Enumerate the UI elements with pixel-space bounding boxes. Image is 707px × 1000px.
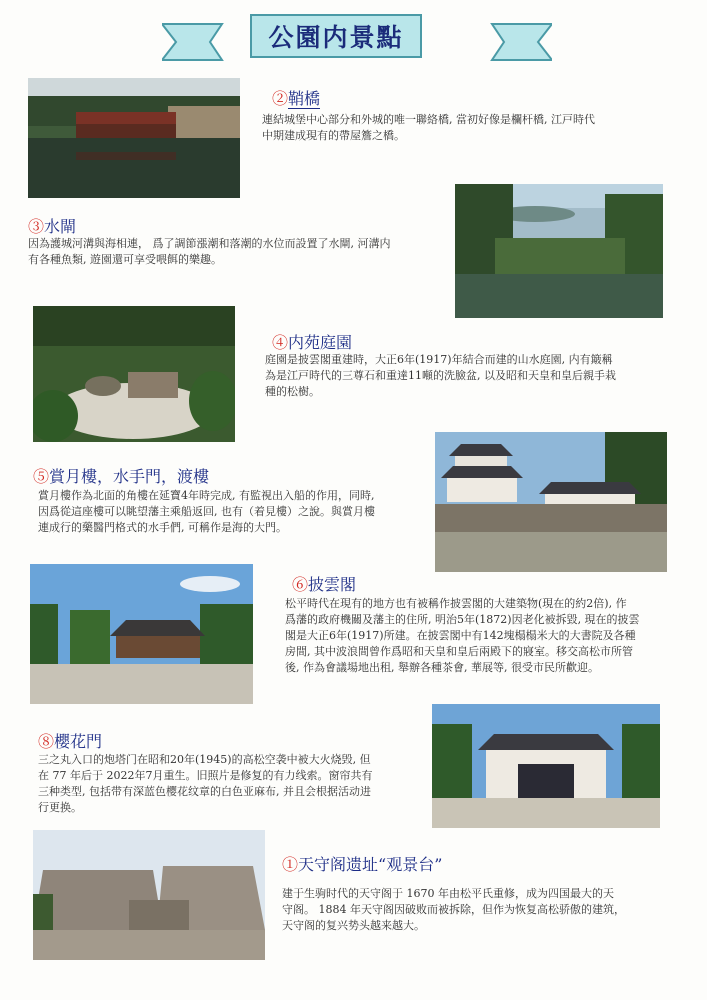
heading-sluice: ③水閘 (28, 217, 77, 236)
text-hiunkaku: 松平時代在現有的地方也有被稱作披雲閣的大建築物(現在的約2倍), 作 爲藩的政府機關及藩主的住所, 明治5年(1872)因老化被拆毀, 現在的披雲 閣是大正6年(1917)所建。在披雲閣中有142塊榻榻米大的大書院及各種 房間, 其中波浪間曾作爲昭和天皇和皇后兩殿下的寢室。移交高松市所管 後, 作為會議場地出租, 舉辦各種茶會, 華展等, 很受市民所歡迎。 (285, 597, 640, 674)
text-inner-garden: 庭園是披雲閣重建時，大正6年(1917)年結合而建的山水庭園, 内有簸稱 為是江戸時代的三尊石和重達11噸的洗臉盆, 以及昭和天皇和皇后親手栽 種的松樹。 (265, 353, 616, 398)
text-tenshu: 建于生驹时代的天守阁于 1670 年由松平氏重修，成为四国最大的天 守阁。 1884 年天守阁因破败而被拆除，但作为恢复高松骄傲的建筑， 天守阁的复兴势头越来越大。 (282, 887, 625, 932)
photo-sakura-gate (432, 704, 660, 828)
heading-tsukimi: ⑤賞月樓，水手門，渡樓 (33, 467, 210, 486)
heading-inner-garden: ④内苑庭園 (272, 333, 353, 352)
text-sayabashi: 連結城堡中心部分和外城的唯一聯絡橋, 當初好像是欄杆橋, 江戸時代 中期建成現有的帶屋簷之橋。 (262, 113, 595, 142)
photo-sayabashi-bridge (28, 78, 240, 198)
text-sakura-gate: 三之丸入口的炮塔门在昭和20年(1945)的高松空袭中被大火烧毁, 但 在 77 年后于 2022年7月重生。旧照片是修复的有力线索。窗帘共有 三种类型, 包括带有深蓝色樱花纹章的白色亚麻布, 并且会根据活动进 行更换。 (38, 753, 373, 814)
photo-hiunkaku (30, 564, 253, 704)
page-title: 公園内景點 (250, 14, 422, 58)
heading-tenshu: ①天守阁遗址“观景台” (282, 855, 443, 874)
photo-sluice-gate (455, 184, 663, 318)
text-tsukimi: 賞月樓作為北面的角樓在延寶4年時完成, 有監視出入船的作用，同時, 因爲從這座樓可以眺望藩主乘船返回, 也有（着見樓）之說。與賞月樓 連成行的藥醫門格式的水手們, 可稱作是海的大門。 (38, 489, 375, 534)
text-sluice: 因為護城河溝與海相連， 爲了調節漲潮和落潮的水位而設置了水閘, 河溝内 有各種魚類, 遊園還可享受喂餌的樂趣。 (28, 237, 391, 266)
photo-tsukimi-yagura (435, 432, 667, 572)
heading-hiunkaku: ⑥披雲閣 (292, 575, 357, 594)
heading-sayabashi: ②鞘橋 (272, 89, 321, 108)
photo-tenshu-ruins (33, 830, 265, 960)
photo-inner-garden (33, 306, 235, 442)
heading-sakura-gate: ⑧櫻花門 (38, 732, 103, 751)
